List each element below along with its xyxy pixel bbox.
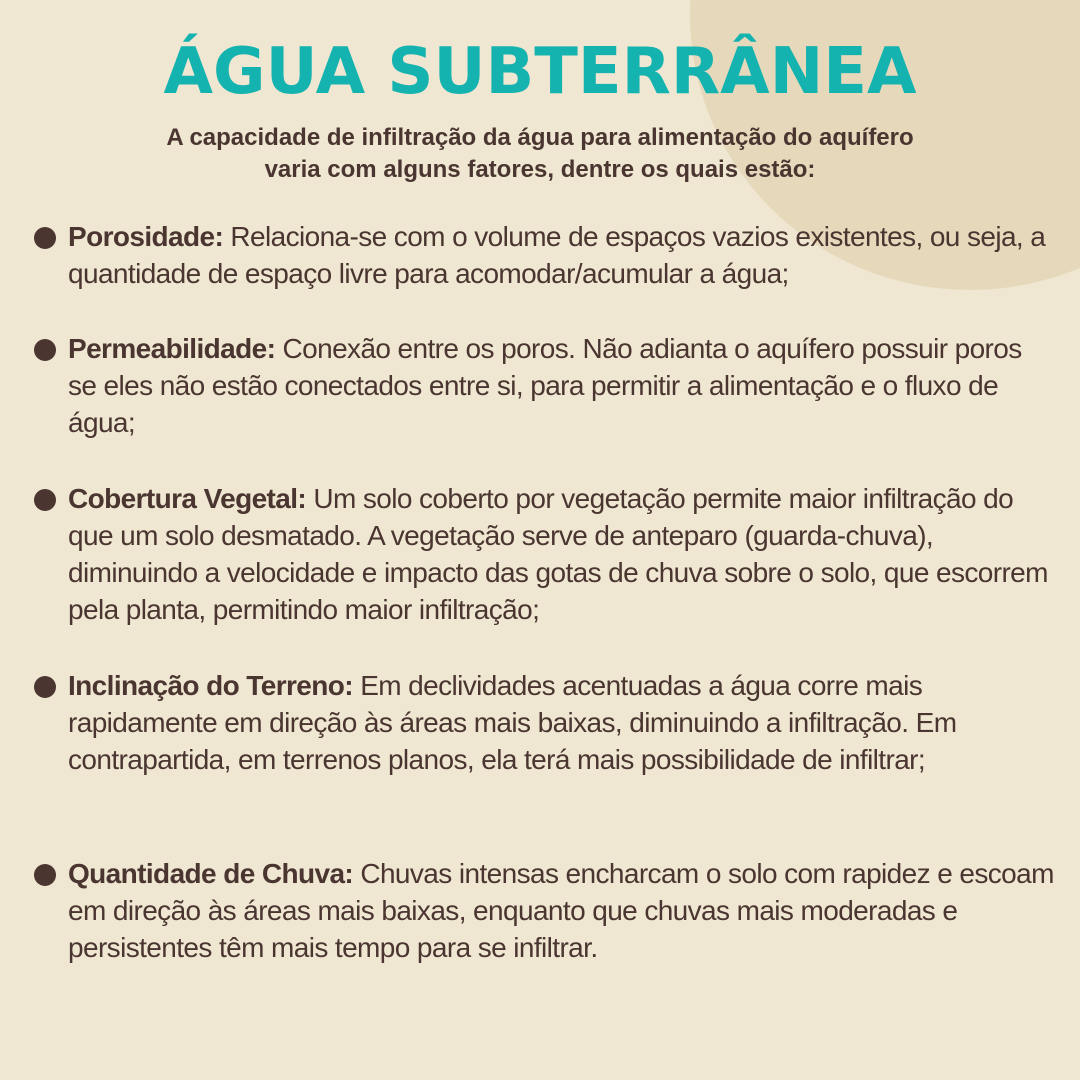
list-item-permeabilidade — [34, 330, 1054, 441]
list-item-text — [68, 330, 1054, 441]
list-item-term: Permeabilidade: — [68, 333, 276, 364]
list-item-term: Quantidade de Chuva: — [68, 858, 354, 889]
list-item-description: Chuvas intensas encharcam o solo com rapidez e escoam em direção às áreas mais baixas, enquanto que chuvas mais moderadas e persistentes têm mais tempo para se infiltrar. — [68, 858, 1054, 963]
subtitle — [90, 122, 990, 186]
subtitle-line-1: A capacidade de infiltração da água para alimentação do aquífero — [166, 124, 914, 151]
list-item-description: Um solo coberto por vegetação permite maior infiltração do que um solo desmatado. A vegetação serve de anteparo (guarda-chuva), diminuindo a velocidade e impacto das gotas de chuva sobre o solo, que escorrem pela planta, permitindo maior infiltração; — [68, 483, 1048, 625]
list-item-cobertura-vegetal — [34, 480, 1054, 628]
list-item-term: Inclinação do Terreno: — [68, 670, 353, 701]
list-item-inclinacao-do-terreno — [34, 667, 1054, 778]
bullet-icon — [34, 676, 56, 698]
bullet-icon — [34, 489, 56, 511]
list-item-term: Cobertura Vegetal: — [68, 483, 307, 514]
list-item-text — [68, 667, 1054, 778]
list-item-porosidade — [34, 218, 1054, 292]
list-item-text — [68, 218, 1054, 292]
list-item-term: Porosidade: — [68, 221, 224, 252]
bullet-icon — [34, 339, 56, 361]
bullet-icon — [34, 864, 56, 886]
page-title: ÁGUA SUBTERRÂNEA — [163, 35, 917, 109]
bullet-icon — [34, 227, 56, 249]
list-item-description: Em declividades acentuadas a água corre mais rapidamente em direção às áreas mais baixas, diminuindo a infiltração. Em contrapartida, em terrenos planos, ela terá mais possibilidade de infiltrar; — [68, 670, 957, 775]
list-item-description: Conexão entre os poros. Não adianta o aquífero possuir poros se eles não estão conectados entre si, para permitir a alimentação e o fluxo de água; — [68, 333, 1022, 438]
list-item-description: Relaciona-se com o volume de espaços vazios existentes, ou seja, a quantidade de espaço livre para acomodar/acumular a água; — [68, 221, 1046, 289]
subtitle-line-2: varia com alguns fatores, dentre os quais estão: — [264, 156, 816, 183]
list-item-text — [68, 480, 1054, 628]
list-item-quantidade-de-chuva — [34, 855, 1054, 966]
list-item-text — [68, 855, 1054, 966]
